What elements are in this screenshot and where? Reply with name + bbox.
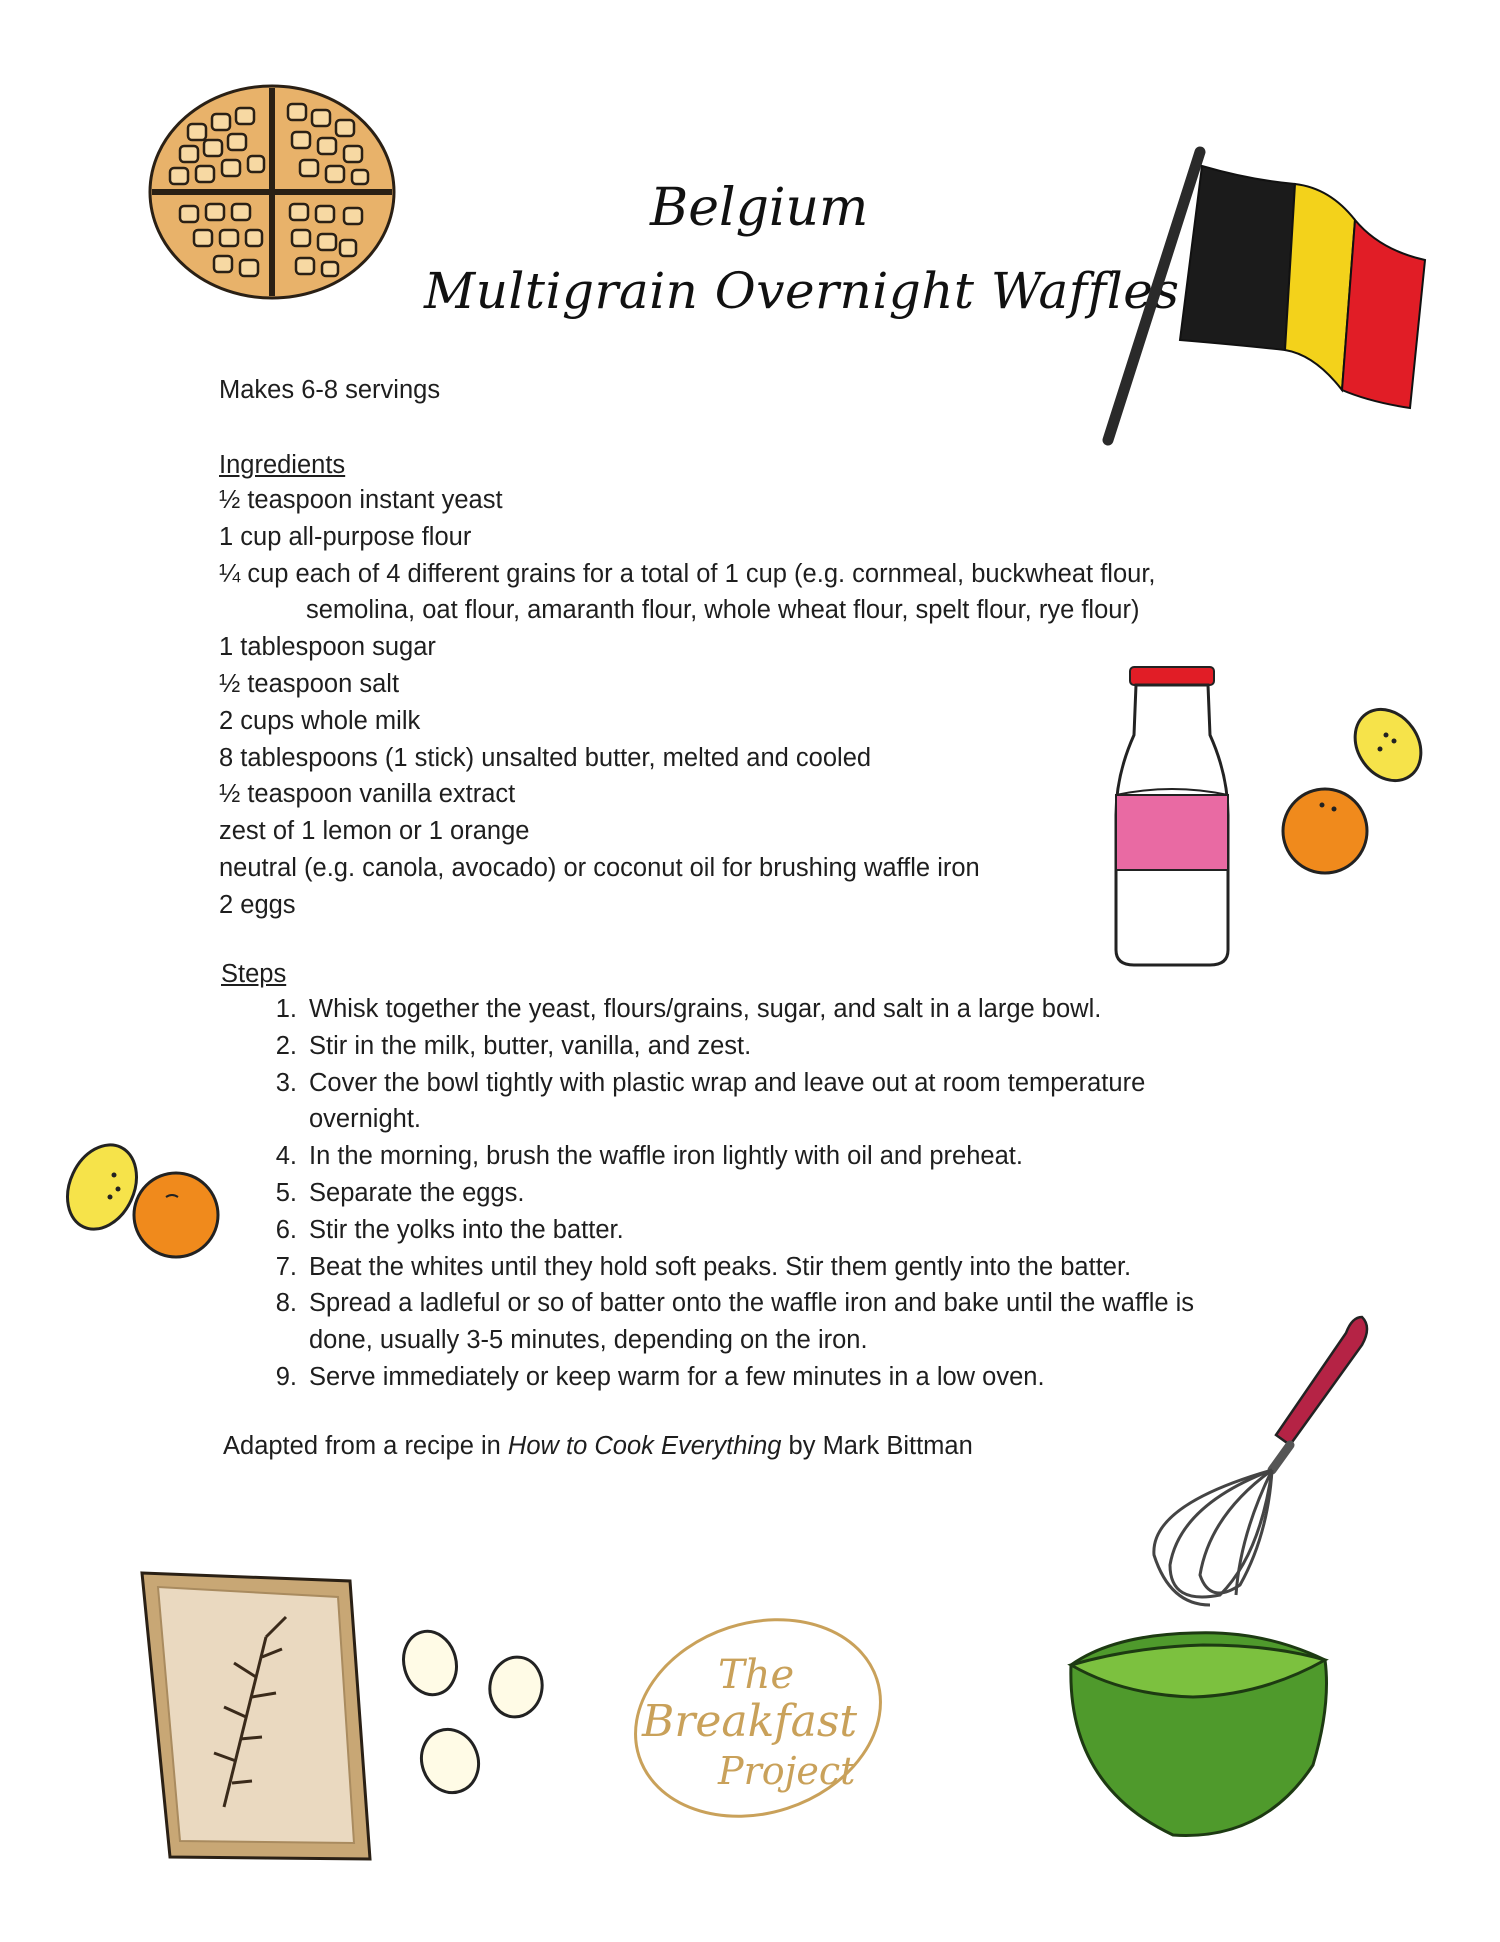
ingredient-item: 8 tablespoons (1 stick) unsalted butter, melted and cooled: [219, 743, 872, 772]
ingredients-heading: Ingredients: [219, 451, 346, 479]
logo-line-breakfast: Breakfast: [642, 1696, 858, 1747]
step-item: [221, 1028, 1241, 1065]
step-number: 7.: [275, 1252, 297, 1281]
step-number: 4.: [275, 1142, 297, 1171]
ingredient-item: 1 cup all-purpose flour: [219, 522, 472, 551]
ingredient-item: ¼ cup each of 4 different grains for a total of 1 cup (e.g. cornmeal, buckwheat flour,: [219, 559, 1156, 588]
citrus-left-illustration: [62, 1135, 227, 1265]
step-item: [221, 1175, 1241, 1212]
ingredient-item-continued: semolina, oat flour, amaranth flour, whole wheat flour, spelt flour, rye flour): [306, 596, 1140, 625]
whisk-illustration: [1140, 1305, 1385, 1620]
step-text: Spread a ladleful or so of batter onto the waffle iron and bake until the waffle is done, usually 3-5 minutes, depending on the iron.: [309, 1289, 1195, 1355]
logo-line-the: The: [718, 1652, 795, 1698]
step-number: 9.: [275, 1362, 297, 1391]
ingredients-list: [219, 482, 1219, 924]
step-item: [221, 1212, 1241, 1249]
ingredient-item: ½ teaspoon salt: [219, 669, 400, 698]
credit-prefix: Adapted from a recipe in: [223, 1432, 508, 1460]
ingredient-item: neutral (e.g. canola, avocado) or coconut oil for brushing waffle iron: [219, 853, 980, 882]
step-item: [221, 1065, 1189, 1139]
servings-text: Makes 6-8 servings: [219, 376, 441, 404]
step-text: Whisk together the yeast, flours/grains, sugar, and salt in a large bowl.: [309, 995, 1102, 1023]
step-text: Beat the whites until they hold soft peaks. Stir them gently into the batter.: [309, 1252, 1132, 1281]
step-text: Stir in the milk, butter, vanilla, and zest.: [309, 1031, 752, 1060]
ingredient-item: 1 tablespoon sugar: [219, 633, 436, 662]
step-item: [221, 991, 1241, 1028]
step-number: 5.: [275, 1178, 297, 1207]
title-dish: Multigrain Overnight Waffles: [424, 262, 1180, 320]
logo-line-project: Project: [718, 1749, 856, 1793]
flour-bag-illustration: [136, 1567, 376, 1867]
credit-book-title: How to Cook Everything: [507, 1432, 782, 1460]
ingredient-item: 2 cups whole milk: [219, 706, 421, 735]
mixing-bowl-illustration: [1063, 1615, 1333, 1845]
step-text: In the morning, brush the waffle iron lightly with oil and preheat.: [309, 1142, 1023, 1171]
step-number: 1.: [275, 995, 297, 1023]
step-text: Stir the yolks into the batter.: [309, 1215, 624, 1244]
milk-bottle-illustration: [1110, 665, 1235, 970]
step-text: Serve immediately or keep warm for a few minutes in a low oven.: [309, 1362, 1045, 1391]
ingredient-item: 2 eggs: [219, 890, 296, 919]
step-item: [221, 1285, 1239, 1359]
steps-list: [221, 991, 1241, 1396]
ingredient-item: ½ teaspoon instant yeast: [219, 486, 503, 514]
step-text: Cover the bowl tightly with plastic wrap and leave out at room temperature overnight.: [309, 1068, 1146, 1134]
step-number: 2.: [275, 1031, 297, 1060]
waffle-illustration: [140, 80, 405, 305]
step-text: Separate the eggs.: [309, 1178, 525, 1207]
citrus-right-illustration: [1280, 705, 1430, 875]
step-item: [221, 1359, 1241, 1396]
step-item: [221, 1249, 1241, 1286]
step-number: 8.: [275, 1289, 297, 1318]
eggs-illustration: [400, 1625, 550, 1800]
ingredient-item: zest of 1 lemon or 1 orange: [219, 817, 530, 846]
recipe-credit: [223, 1428, 973, 1465]
breakfast-project-logo: [608, 1608, 898, 1828]
step-number: 3.: [275, 1068, 297, 1097]
step-item: [221, 1138, 1241, 1175]
credit-suffix: by Mark Bittman: [781, 1432, 973, 1460]
steps-heading: Steps: [221, 960, 287, 988]
ingredient-item: ½ teaspoon vanilla extract: [219, 780, 516, 809]
step-number: 6.: [275, 1215, 297, 1244]
belgium-flag-illustration: [1080, 140, 1440, 450]
title-country: Belgium: [650, 178, 869, 238]
